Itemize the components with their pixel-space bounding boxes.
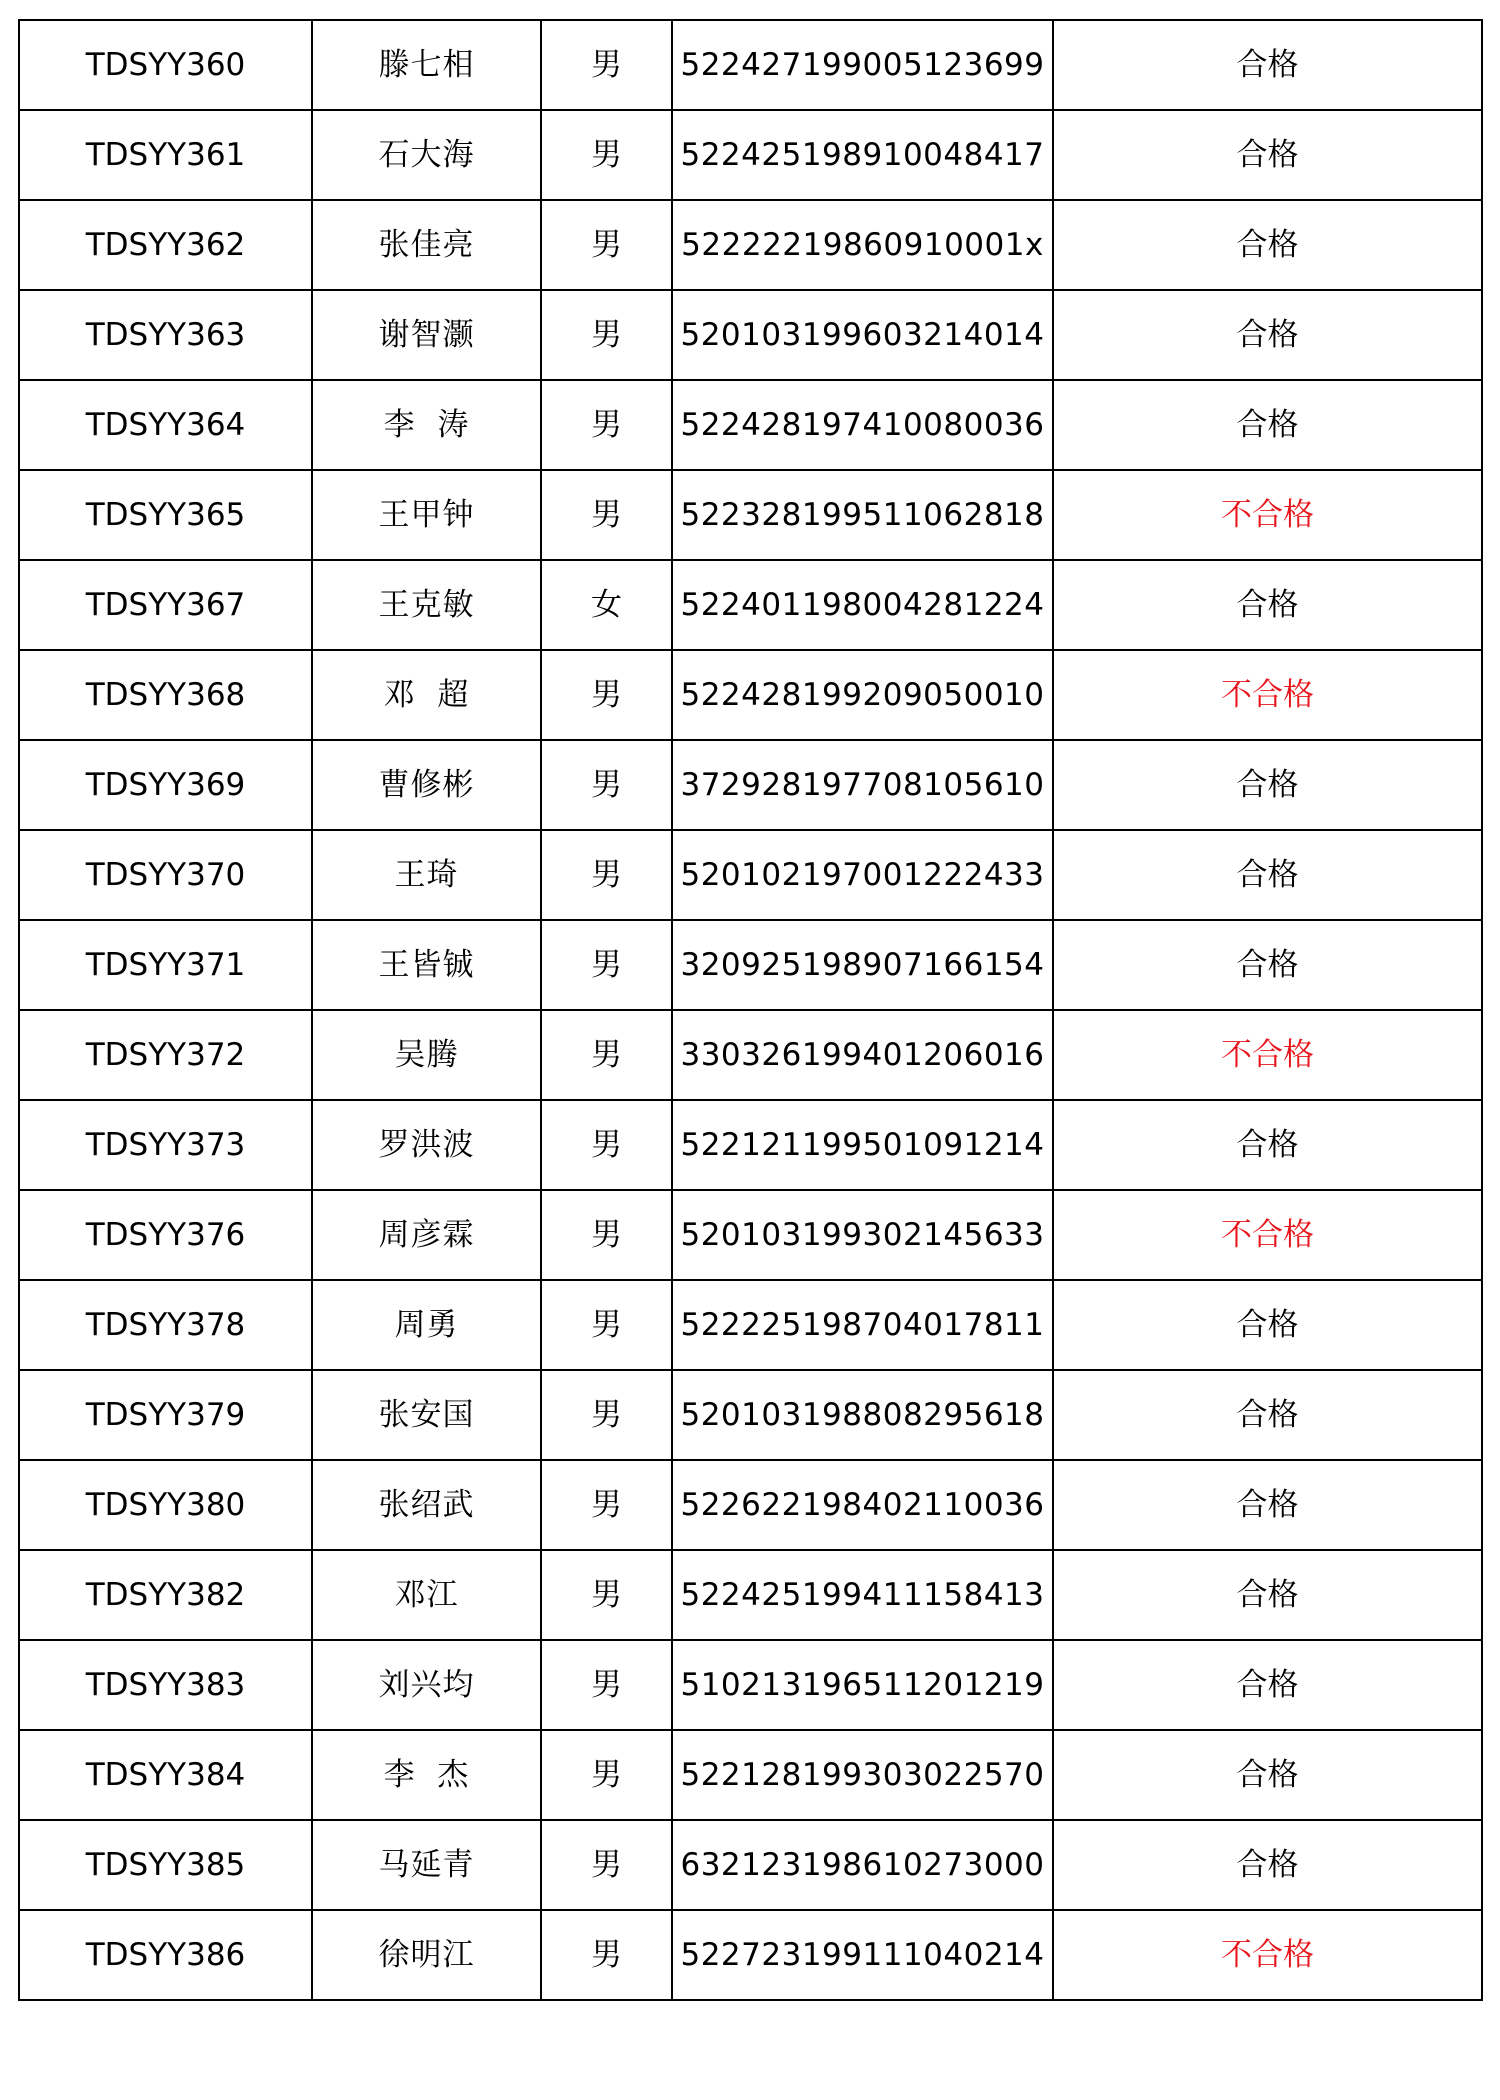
candidate-id-cell: TDSYY364	[19, 380, 312, 470]
candidate-name-cell: 滕七相	[312, 20, 541, 110]
gender-cell: 男	[541, 1550, 672, 1640]
result-cell: 不合格	[1053, 650, 1482, 740]
candidate-id-cell: TDSYY380	[19, 1460, 312, 1550]
candidate-name-cell: 曹修彬	[312, 740, 541, 830]
candidate-name-cell: 周勇	[312, 1280, 541, 1370]
gender-cell: 男	[541, 1370, 672, 1460]
result-cell: 合格	[1053, 290, 1482, 380]
result-cell: 合格	[1053, 830, 1482, 920]
candidate-name-cell: 王甲钟	[312, 470, 541, 560]
table-row	[19, 1280, 1482, 1370]
candidate-name-cell: 谢智灏	[312, 290, 541, 380]
table-row	[19, 1820, 1482, 1910]
candidate-id-cell: TDSYY361	[19, 110, 312, 200]
result-cell: 合格	[1053, 1820, 1482, 1910]
result-cell: 不合格	[1053, 470, 1482, 560]
gender-cell: 男	[541, 1910, 672, 2000]
table-row	[19, 560, 1482, 650]
candidate-id-cell: TDSYY363	[19, 290, 312, 380]
result-cell: 合格	[1053, 110, 1482, 200]
gender-cell: 男	[541, 200, 672, 290]
table-row	[19, 470, 1482, 560]
candidate-name-cell: 石大海	[312, 110, 541, 200]
id-number-cell: 320925198907166154	[672, 920, 1053, 1010]
gender-cell: 女	[541, 560, 672, 650]
candidate-name-cell: 马延青	[312, 1820, 541, 1910]
id-number-cell: 522128199303022570	[672, 1730, 1053, 1820]
result-cell: 合格	[1053, 380, 1482, 470]
candidate-id-cell: TDSYY373	[19, 1100, 312, 1190]
gender-cell: 男	[541, 20, 672, 110]
candidate-name-cell: 王克敏	[312, 560, 541, 650]
id-number-cell: 522401198004281224	[672, 560, 1053, 650]
candidate-name-cell: 张绍武	[312, 1460, 541, 1550]
result-cell: 合格	[1053, 200, 1482, 290]
gender-cell: 男	[541, 1010, 672, 1100]
candidate-name-cell: 张佳亮	[312, 200, 541, 290]
candidate-name-cell: 张安国	[312, 1370, 541, 1460]
candidate-name-cell: 王琦	[312, 830, 541, 920]
gender-cell: 男	[541, 650, 672, 740]
results-table	[18, 19, 1483, 2001]
candidate-id-cell: TDSYY383	[19, 1640, 312, 1730]
id-number-cell: 522428197410080036	[672, 380, 1053, 470]
candidate-id-cell: TDSYY360	[19, 20, 312, 110]
id-number-cell: 522121199501091214	[672, 1100, 1053, 1190]
id-number-cell: 522425198910048417	[672, 110, 1053, 200]
table-row	[19, 1010, 1482, 1100]
candidate-name-cell: 李 杰	[312, 1730, 541, 1820]
result-cell: 合格	[1053, 1730, 1482, 1820]
candidate-id-cell: TDSYY385	[19, 1820, 312, 1910]
table-row	[19, 1460, 1482, 1550]
table-row	[19, 1550, 1482, 1640]
result-cell: 合格	[1053, 1550, 1482, 1640]
id-number-cell: 52222219860910001x	[672, 200, 1053, 290]
table-row	[19, 1190, 1482, 1280]
id-number-cell: 510213196511201219	[672, 1640, 1053, 1730]
table-row	[19, 740, 1482, 830]
result-cell: 合格	[1053, 560, 1482, 650]
table-row	[19, 380, 1482, 470]
id-number-cell: 522428199209050010	[672, 650, 1053, 740]
id-number-cell: 372928197708105610	[672, 740, 1053, 830]
table-row	[19, 290, 1482, 380]
gender-cell: 男	[541, 1820, 672, 1910]
id-number-cell: 522328199511062818	[672, 470, 1053, 560]
gender-cell: 男	[541, 1460, 672, 1550]
candidate-id-cell: TDSYY384	[19, 1730, 312, 1820]
table-row	[19, 920, 1482, 1010]
candidate-name-cell: 刘兴均	[312, 1640, 541, 1730]
result-cell: 合格	[1053, 1370, 1482, 1460]
candidate-name-cell: 王皆铖	[312, 920, 541, 1010]
gender-cell: 男	[541, 380, 672, 470]
candidate-id-cell: TDSYY365	[19, 470, 312, 560]
candidate-name-cell: 吴腾	[312, 1010, 541, 1100]
id-number-cell: 522622198402110036	[672, 1460, 1053, 1550]
gender-cell: 男	[541, 1280, 672, 1370]
candidate-name-cell: 李 涛	[312, 380, 541, 470]
result-cell: 合格	[1053, 20, 1482, 110]
gender-cell: 男	[541, 1100, 672, 1190]
candidate-id-cell: TDSYY382	[19, 1550, 312, 1640]
id-number-cell: 632123198610273000	[672, 1820, 1053, 1910]
gender-cell: 男	[541, 920, 672, 1010]
id-number-cell: 330326199401206016	[672, 1010, 1053, 1100]
gender-cell: 男	[541, 1190, 672, 1280]
candidate-name-cell: 徐明江	[312, 1910, 541, 2000]
result-cell: 不合格	[1053, 1190, 1482, 1280]
id-number-cell: 522225198704017811	[672, 1280, 1053, 1370]
results-table-body	[19, 20, 1482, 2000]
candidate-id-cell: TDSYY368	[19, 650, 312, 740]
candidate-id-cell: TDSYY372	[19, 1010, 312, 1100]
candidate-name-cell: 邓 超	[312, 650, 541, 740]
candidate-name-cell: 邓江	[312, 1550, 541, 1640]
id-number-cell: 522723199111040214	[672, 1910, 1053, 2000]
result-cell: 合格	[1053, 1100, 1482, 1190]
result-cell: 合格	[1053, 1460, 1482, 1550]
result-cell: 不合格	[1053, 1910, 1482, 2000]
candidate-id-cell: TDSYY370	[19, 830, 312, 920]
candidate-name-cell: 罗洪波	[312, 1100, 541, 1190]
candidate-id-cell: TDSYY386	[19, 1910, 312, 2000]
result-cell: 合格	[1053, 740, 1482, 830]
candidate-id-cell: TDSYY369	[19, 740, 312, 830]
id-number-cell: 520102197001222433	[672, 830, 1053, 920]
gender-cell: 男	[541, 110, 672, 200]
table-row	[19, 110, 1482, 200]
table-row	[19, 1640, 1482, 1730]
id-number-cell: 522425199411158413	[672, 1550, 1053, 1640]
gender-cell: 男	[541, 1640, 672, 1730]
id-number-cell: 520103199603214014	[672, 290, 1053, 380]
result-cell: 合格	[1053, 1640, 1482, 1730]
table-row	[19, 20, 1482, 110]
gender-cell: 男	[541, 740, 672, 830]
candidate-id-cell: TDSYY362	[19, 200, 312, 290]
result-cell: 合格	[1053, 1280, 1482, 1370]
result-cell: 合格	[1053, 920, 1482, 1010]
id-number-cell: 520103199302145633	[672, 1190, 1053, 1280]
gender-cell: 男	[541, 470, 672, 560]
table-row	[19, 830, 1482, 920]
table-row	[19, 1910, 1482, 2000]
candidate-name-cell: 周彦霖	[312, 1190, 541, 1280]
candidate-id-cell: TDSYY371	[19, 920, 312, 1010]
candidate-id-cell: TDSYY367	[19, 560, 312, 650]
candidate-id-cell: TDSYY379	[19, 1370, 312, 1460]
result-cell: 不合格	[1053, 1010, 1482, 1100]
table-row	[19, 200, 1482, 290]
gender-cell: 男	[541, 290, 672, 380]
gender-cell: 男	[541, 830, 672, 920]
table-row	[19, 1100, 1482, 1190]
candidate-id-cell: TDSYY376	[19, 1190, 312, 1280]
candidate-id-cell: TDSYY378	[19, 1280, 312, 1370]
id-number-cell: 520103198808295618	[672, 1370, 1053, 1460]
gender-cell: 男	[541, 1730, 672, 1820]
id-number-cell: 522427199005123699	[672, 20, 1053, 110]
table-row	[19, 650, 1482, 740]
table-row	[19, 1730, 1482, 1820]
table-row	[19, 1370, 1482, 1460]
